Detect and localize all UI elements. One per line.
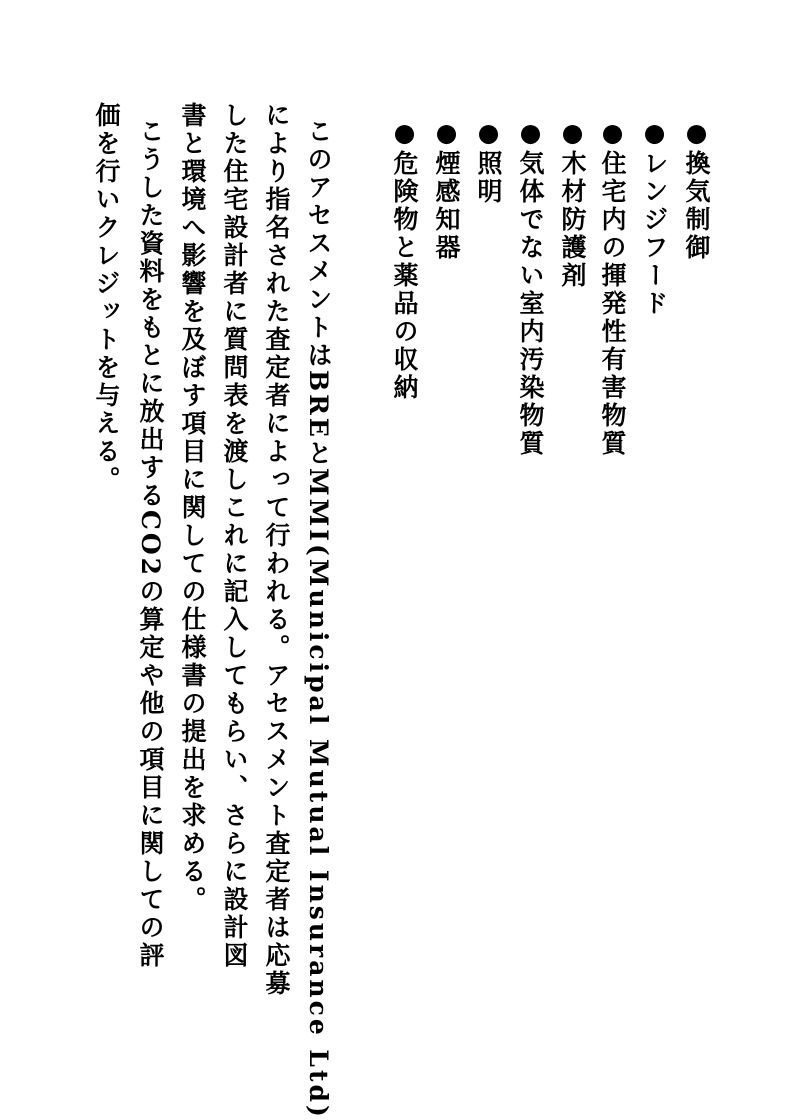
list-item-text: 照明 (474, 150, 503, 206)
list-item (554, 118, 590, 290)
paragraph-line: 価を行いクレジットを与える。 (92, 102, 121, 494)
bullet-icon: ● (432, 118, 461, 150)
paragraph-line: により指名された査定者によって行われる。アセスメント査定者は応募 (262, 102, 291, 998)
bullet-icon: ● (558, 118, 587, 150)
paragraph-line: した住宅設計者に質問表を渡しこれに記入してもらい、さらに設計図 (220, 102, 249, 970)
list-item (512, 118, 548, 458)
bullet-icon: ● (516, 118, 545, 150)
bullet-icon: ● (474, 118, 503, 150)
list-item (678, 118, 714, 262)
paragraph-line: 書と環境へ影響を及ぼす項目に関しての仕様書の提出を求める。 (178, 102, 207, 914)
list-item (386, 118, 422, 402)
list-item-text: 住宅内の揮発性有害物質 (598, 150, 627, 458)
list-item-text: レンジフード (640, 150, 669, 318)
list-item (470, 118, 506, 206)
list-item-text: 換気制御 (682, 150, 711, 262)
paragraph-line: こうした資料をもとに放出するCO2の算定や他の項目に関しての評 (136, 118, 165, 971)
list-item-text: 気体でない室内汚染物質 (516, 150, 545, 458)
list-item (428, 118, 464, 262)
list-item (594, 118, 630, 458)
bullet-icon: ● (640, 118, 669, 150)
bullet-icon: ● (390, 118, 419, 150)
list-item-text: 煙感知器 (432, 150, 461, 262)
list-item-text: 木材防護剤 (558, 150, 587, 290)
list-item (636, 118, 672, 318)
bullet-icon: ● (682, 118, 711, 150)
bullet-icon: ● (598, 118, 627, 150)
list-item-text: 危険物と薬品の収納 (390, 150, 419, 402)
paragraph-line: このアセスメントはBREとMMI(Municipal Mutual Insurance Ltd) (304, 118, 333, 1120)
